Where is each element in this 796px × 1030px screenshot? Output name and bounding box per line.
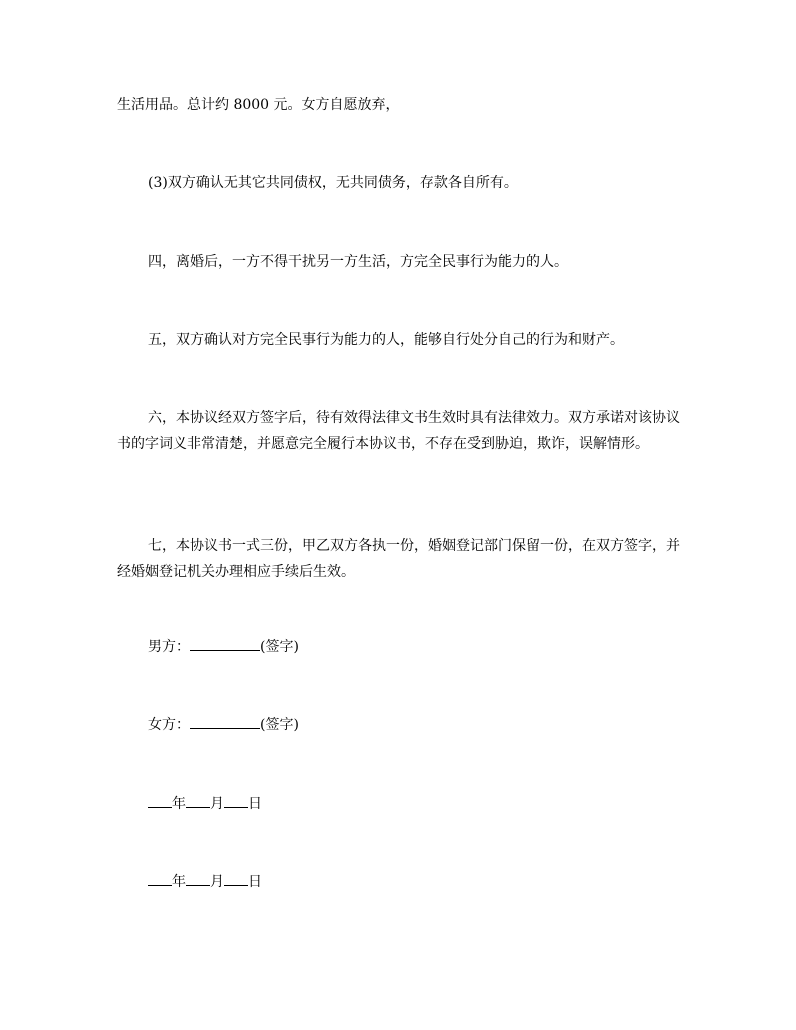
day-blank[interactable] (224, 871, 248, 886)
date-line-1 (148, 791, 262, 817)
paragraph-article-6: 六，本协议经双方签字后，待有效得法律文书生效时具有法律效力。双方承诺对该协议书的字词义非常清楚，并愿意完全履行本协议书，不存在受到胁迫，欺诈，误解情形。 (117, 410, 680, 452)
paragraph-article-5: 五，双方确认对方完全民事行为能力的人，能够自行处分自己的行为和财产。 (148, 332, 624, 348)
female-signature-line (148, 712, 299, 738)
female-signature-blank[interactable] (190, 714, 260, 729)
year-blank[interactable] (148, 793, 172, 808)
month-blank[interactable] (186, 793, 210, 808)
paragraph-article-4: 四，离婚后，一方不得干扰另一方生活，方完全民事行为能力的人。 (148, 254, 568, 270)
male-signature-line (148, 634, 299, 660)
day-label: 日 (248, 796, 262, 812)
female-sign-note: (签字) (260, 717, 299, 733)
day-blank[interactable] (224, 793, 248, 808)
paragraph-continuation: 生活用品。总计约 8000 元。女方自愿放弃， (117, 97, 400, 113)
male-signature-blank[interactable] (190, 636, 260, 651)
day-label: 日 (248, 874, 262, 890)
year-label: 年 (172, 874, 186, 890)
month-label: 月 (210, 796, 224, 812)
female-label: 女方： (148, 717, 190, 733)
paragraph-item-3: (3)双方确认无其它共同债权，无共同债务，存款各自所有。 (148, 175, 518, 191)
date-line-2 (148, 869, 262, 895)
month-blank[interactable] (186, 871, 210, 886)
male-sign-note: (签字) (260, 639, 299, 655)
paragraph-article-7: 七，本协议书一式三份，甲乙双方各执一份，婚姻登记部门保留一份，在双方签字，并经婚姻登记机关办理相应手续后生效。 (117, 538, 680, 580)
month-label: 月 (210, 874, 224, 890)
male-label: 男方： (148, 639, 190, 655)
year-blank[interactable] (148, 871, 172, 886)
year-label: 年 (172, 796, 186, 812)
